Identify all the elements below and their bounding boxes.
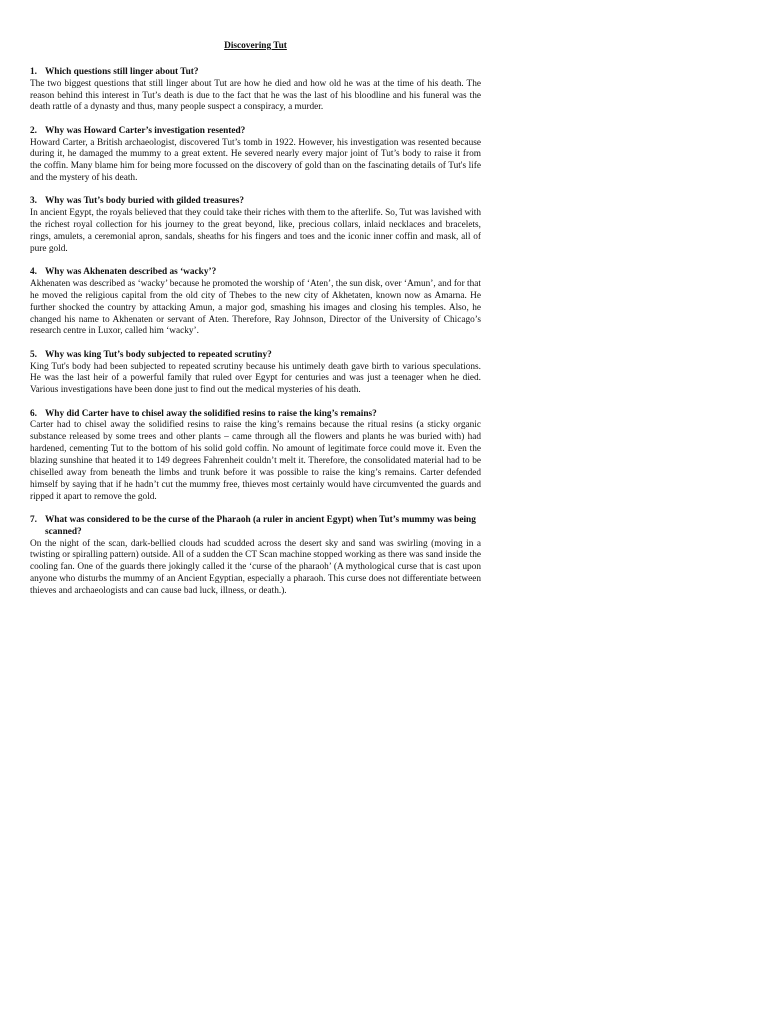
qa-section-5 [30, 350, 481, 397]
question-number: 6. [30, 408, 37, 419]
answer-paragraph: King Tut's body had been subjected to repeated scrutiny because his untimely death gave birth to various speculations. He was the last heir of a powerful family that ruled over Egypt for centuries and was just a teenager when he died. Various investigations have been done just to find out the medical mysteries of his death. [30, 361, 481, 396]
answer-paragraph: In ancient Egypt, the royals believed that they could take their riches with them to the afterlife. So, Tut was lavished with the richest royal collection for his journey to the great beyond, like, precious collars, inlaid necklaces and bracelets, rings, amulets, a ceremonial apron, sandals, sheaths for his fingers and toes and the iconic inner coffin and mask, all of pure gold. [30, 208, 481, 254]
qa-section-1 [30, 67, 481, 114]
question-text: Which questions still linger about Tut? [45, 66, 199, 77]
question-heading [30, 126, 481, 138]
answer-paragraph: Akhenaten was described as ‘wacky’ because he promoted the worship of ‘Aten’, the sun disk, over ‘Amun’, and for that he moved the religious capital from the old city of Thebes to the new city of Akhetaten, known now as Amarna. He further shocked the country by attacking Amun, a major god, smashing his images and closing his temples. Also, he changed his name to Akhenaten or servant of Aten. Therefore, Ray Johnson, Director of the University of Chicago’s research centre in Luxor, called him ‘wacky’. [30, 279, 481, 337]
question-heading [30, 515, 481, 539]
question-text: Why was Howard Carter’s investigation resented? [45, 125, 246, 136]
question-number: 5. [30, 349, 37, 360]
question-number: 4. [30, 267, 37, 278]
question-text: Why was king Tut’s body subjected to repeated scrutiny? [45, 349, 272, 360]
qa-section-4 [30, 267, 481, 338]
qa-section-3 [30, 196, 481, 255]
qa-section-7 [30, 515, 481, 598]
question-text: What was considered to be the curse of the Pharaoh (a ruler in ancient Egypt) when Tut’s mummy was being scanned? [45, 514, 476, 537]
document-title: Discovering Tut [224, 41, 287, 51]
question-number: 2. [30, 125, 37, 136]
question-number: 7. [30, 514, 37, 525]
answer-paragraph: On the night of the scan, dark-bellied clouds had scudded across the desert sky and sand was swirling (moving in a twisting or spiralling pattern) outside. All of a sudden the CT Scan machine stopped working as there was sand inside the cooling fan. One of the guards there jokingly called it the ‘curse of the pharaoh’ (A mythological curse that is cast upon anyone who disturbs the mummy of an Ancient Egyptian, especially a pharaoh. This curse does not differentiate between thieves and archaeologists and can cause bad luck, illness, or death.). [30, 538, 481, 596]
question-number: 1. [30, 66, 37, 77]
question-text: Why was Tut’s body buried with gilded treasures? [45, 196, 244, 207]
question-heading [30, 409, 481, 421]
question-text: Why did Carter have to chisel away the solidified resins to raise the king’s remains? [45, 408, 377, 419]
answer-paragraph: Howard Carter, a British archaeologist, discovered Tut’s tomb in 1922. However, his investigation was resented because during it, he damaged the mummy to a great extent. He severed nearly every major joint of Tut’s body to raise it from the coffin. Many blame him for being more focussed on the discovery of gold than on the fascinating details of Tut's life and the mystery of his death. [30, 137, 481, 184]
question-text: Why was Akhenaten described as ‘wacky’? [45, 267, 217, 278]
answer-paragraph: Carter had to chisel away the solidified resins to raise the king’s remains because the ritual resins (a sticky organic substance released by some trees and other plants – came through all the flowers and plants he was buried with) had hardened, cementing Tut to the bottom of his solid gold coffin. No amount of legitimate force could move it. Even the blazing sunshine that heated it to 149 degrees Fahrenheit couldn’t melt it. Therefore, the consolidated material had to be chiselled away from beneath the limbs and trunk before it was possible to raise the king’s remains. Carter defended himself by saying that if he hadn’t cut the mummy free, thieves most certainly would have circumvented the guards and ripped it apart to remove the gold. [30, 420, 481, 502]
question-heading [30, 350, 481, 362]
qa-section-2 [30, 126, 481, 185]
question-heading [30, 196, 481, 208]
question-heading [30, 67, 481, 79]
question-heading [30, 267, 481, 279]
qa-section-6 [30, 409, 481, 504]
document-page [30, 41, 481, 609]
answer-paragraph: The two biggest questions that still linger about Tut are how he died and how old he was at the time of his death. The reason behind this interest in Tut’s death is due to the fact that he was the last of his bloodline and his funeral was the death rattle of a dynasty and thus, many people suspect a conspiracy, a murder. [30, 78, 481, 113]
question-number: 3. [30, 196, 37, 207]
